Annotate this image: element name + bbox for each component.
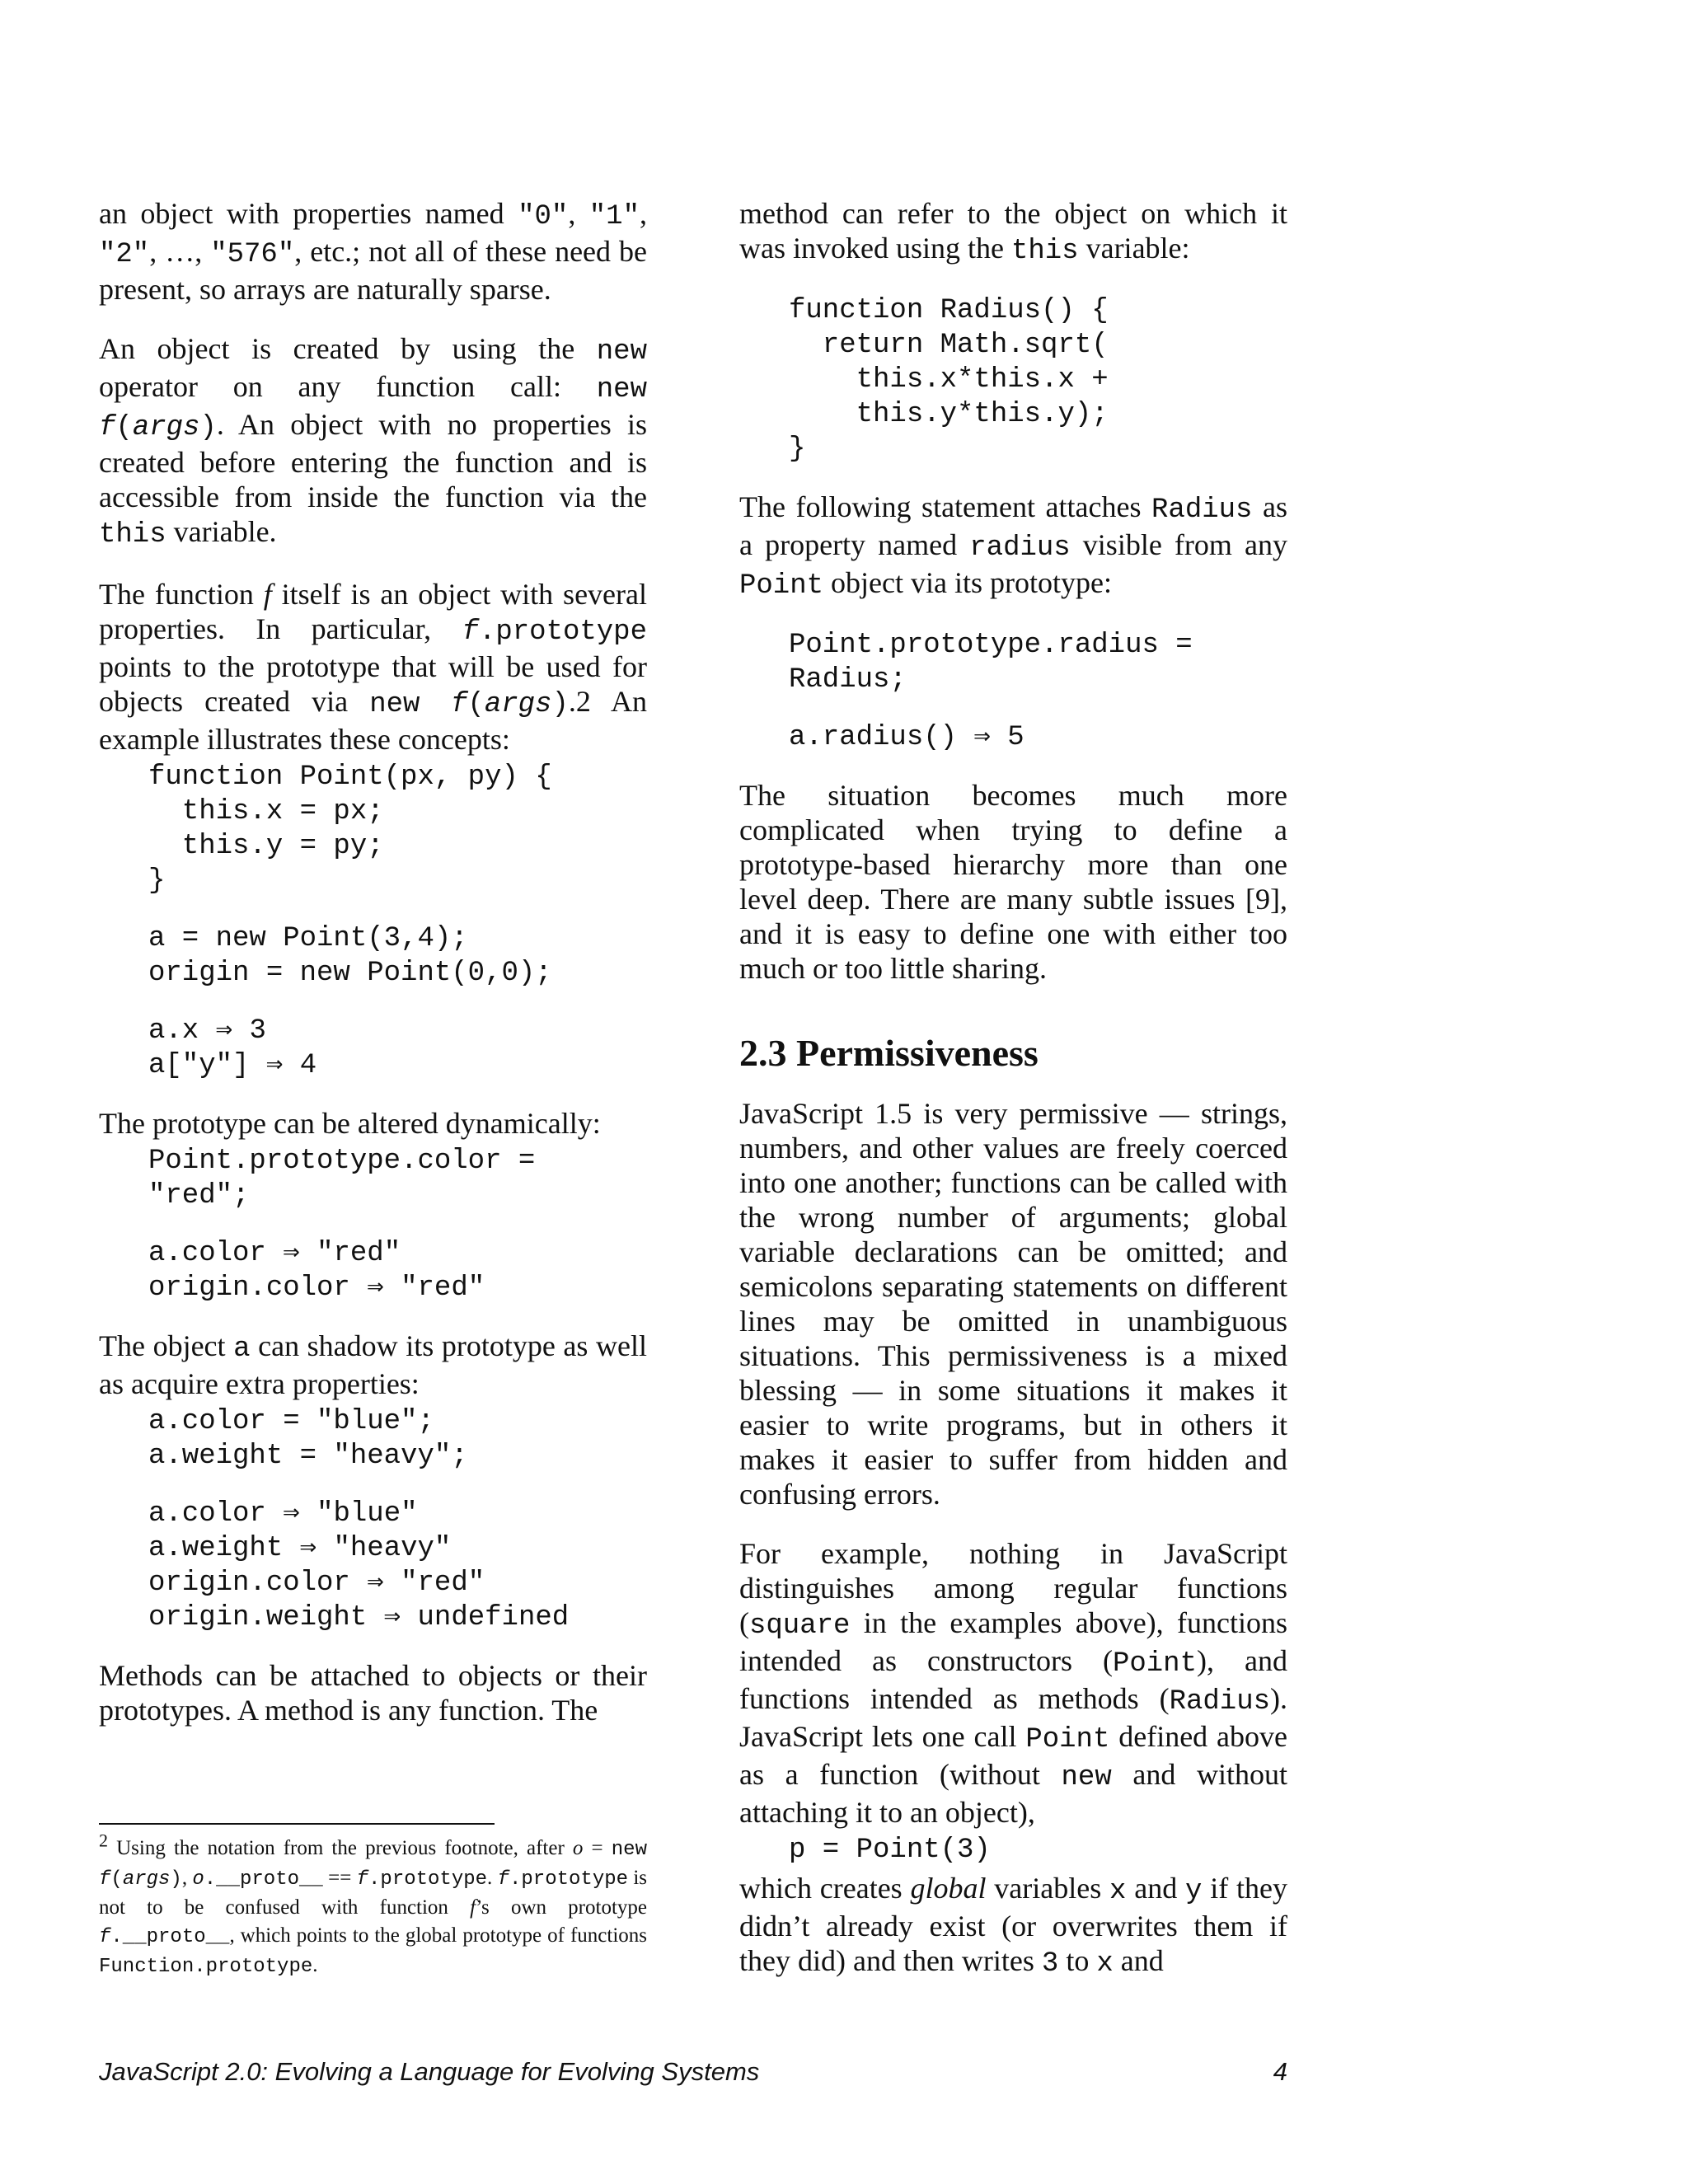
paragraph: Methods can be attached to objects or their prototypes. A method is any function. The xyxy=(99,1659,647,1727)
footnote-rule xyxy=(99,1823,495,1825)
paragraph: The function f itself is an object with several properties. In particular, f.prototype points to the prototype that will be used for objects created via new f(args).2 An example illustrates these concepts: xyxy=(99,578,647,756)
paragraph: For example, nothing in JavaScript distinguishes among regular functions (square in the examples above), functions intended as constructors (Point), and functions intended as methods (Radius). JavaScript lets one call Point defined above as a function (without new and without attaching it to an object), xyxy=(739,1537,1288,1829)
code-block: Point.prototype.radius = Radius; xyxy=(789,630,1193,696)
code-block: p = Point(3) xyxy=(789,1835,991,1866)
paragraph: method can refer to the object on which it was invoked using the this variable: xyxy=(739,197,1287,267)
code-block: a.x ⇒ 3 a["y"] ⇒ 4 xyxy=(148,1015,317,1081)
code-block: a.color = "blue"; a.weight = "heavy"; xyxy=(148,1406,468,1472)
paragraph: The object a can shadow its prototype as well as acquire extra properties: xyxy=(99,1329,647,1400)
paragraph: which creates global variables x and y if they didn’t already exist (or overwrites them if they did) and then writes 3 to x and xyxy=(739,1872,1287,1980)
paragraph: The prototype can be altered dynamically: xyxy=(99,1107,601,1140)
paragraph: The following statement attaches Radius as a property named radius visible from any Point object via its prototype: xyxy=(739,490,1287,602)
paragraph: JavaScript 1.5 is very permissive — strings, numbers, and other values are freely coerced into one another; functions can be called with the wrong number of arguments; global variable declarations can be omitted; and semicolons separating statements on different lines may be omitted in unambiguous situations. This permissiveness is a mixed blessing — in some situations it makes it easier to write programs, but in others it makes it easier to suffer from hidden and confusing errors. xyxy=(739,1097,1287,1511)
section-heading: 2.3 Permissiveness xyxy=(739,1032,1039,1074)
paragraph: an object with properties named "0", "1", "2", …, "576", etc.; not all of these need be present, so arrays are naturally sparse. xyxy=(99,197,647,306)
code-block: function Point(px, py) { this.x = px; this.y = py; } xyxy=(148,762,552,897)
code-block: a.color ⇒ "blue" a.weight ⇒ "heavy" origin.color ⇒ "red" origin.weight ⇒ undefined xyxy=(148,1498,570,1633)
code-block: function Radius() { return Math.sqrt( this.x*this.x + this.y*this.y); } xyxy=(789,295,1109,465)
page-number: 4 xyxy=(1273,2057,1287,2086)
running-footer: JavaScript 2.0: Evolving a Language for Evolving Systems xyxy=(99,2057,760,2086)
right-column xyxy=(739,196,1287,2006)
paragraph: An object is created by using the new operator on any function call: new f(args). An object with no properties is created before entering the function and is accessible from inside the function via the this variable. xyxy=(99,332,647,551)
footnote xyxy=(99,1830,647,1981)
code-block: a = new Point(3,4); origin = new Point(0,0); xyxy=(148,923,552,989)
footnote-text: $^2$ Using the notation from the previous footnote, after o = new f(args), o.__proto__ == f.prototype. f.prototype is not to be confused with function f’s own prototype f.__proto__, which points to the global prototype of functions Function.prototype. xyxy=(99,1830,647,1978)
paragraph: The situation becomes much more complicated when trying to define a prototype-based hierarchy more than one level deep. There are many subtle issues [9], and it is easy to define one with either too much or too little sharing. xyxy=(739,779,1287,985)
code-block: Point.prototype.color = "red"; xyxy=(148,1146,536,1212)
left-column xyxy=(99,196,647,1752)
code-block: a.color ⇒ "red" origin.color ⇒ "red" xyxy=(148,1238,485,1304)
code-block: a.radius() ⇒ 5 xyxy=(789,722,1025,753)
